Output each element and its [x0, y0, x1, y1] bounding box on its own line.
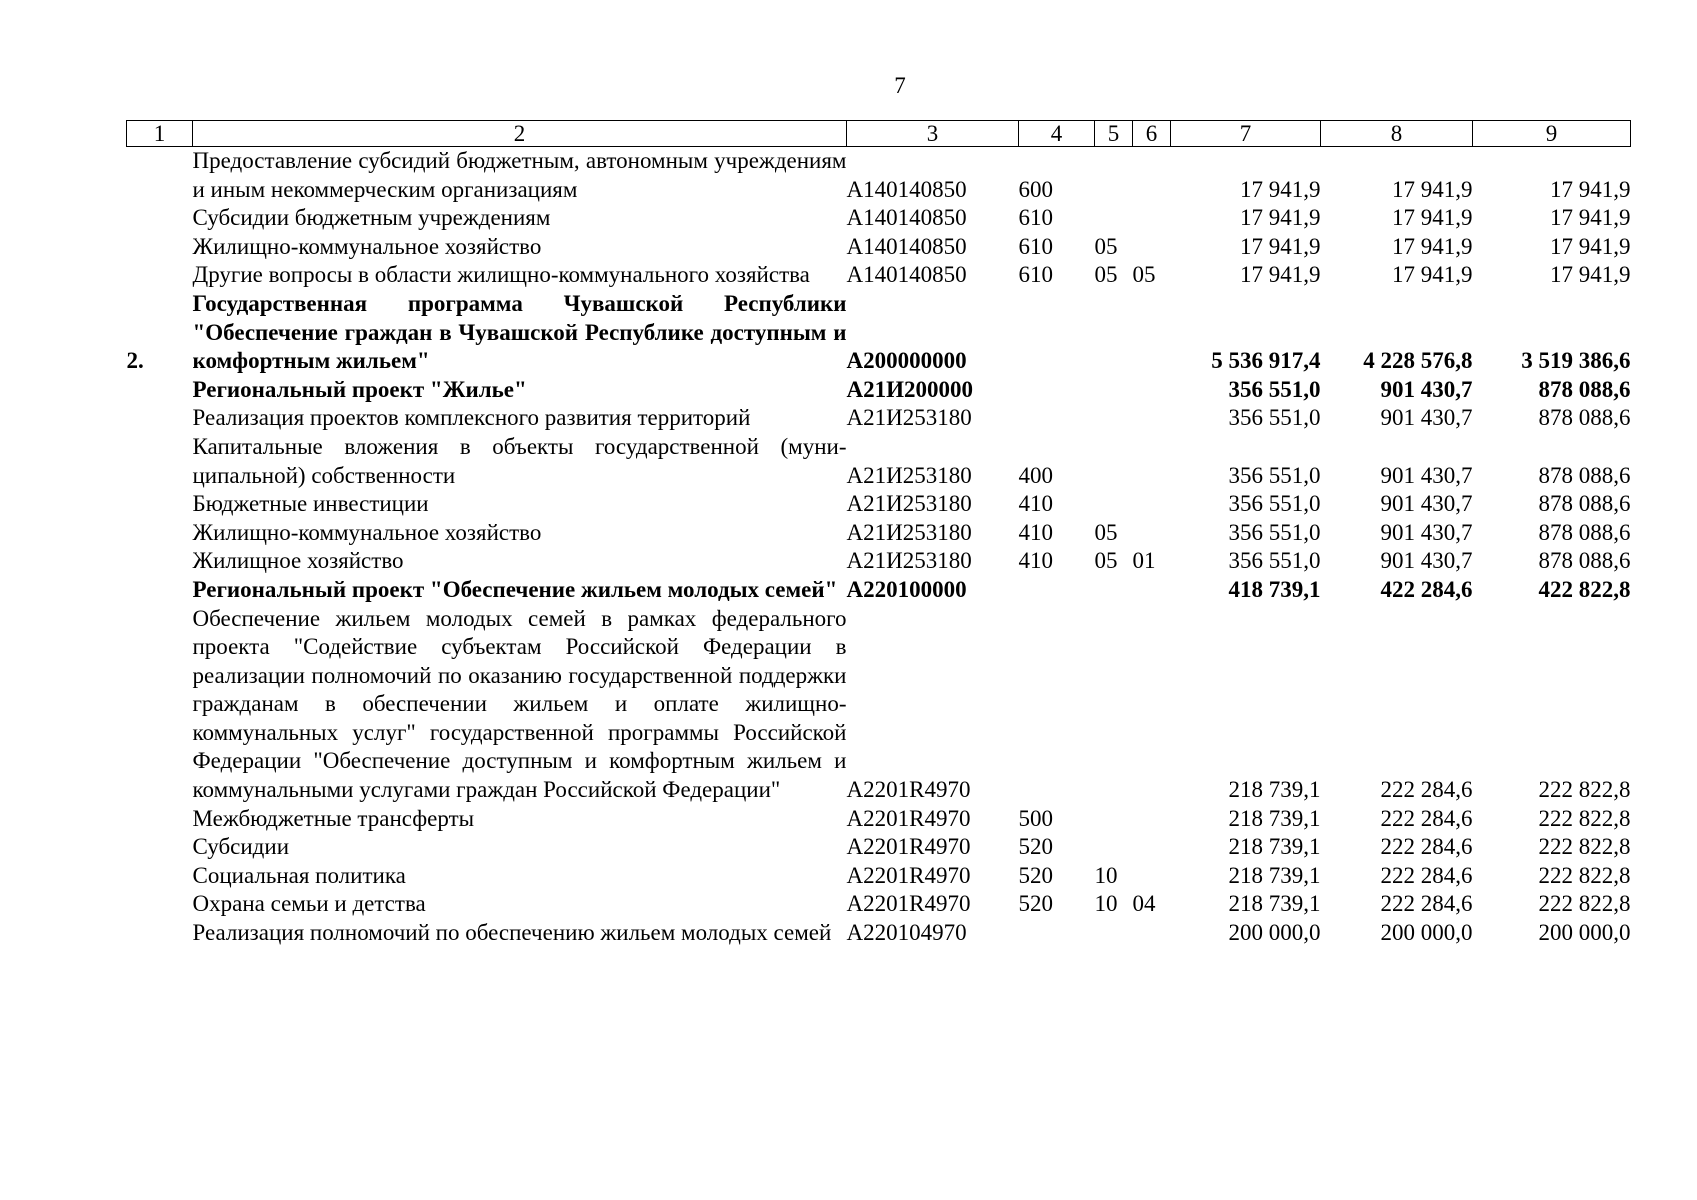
- subsection-code: [1133, 233, 1171, 262]
- row-number: [127, 490, 193, 519]
- amount-col-9: 878 088,6: [1538, 376, 1631, 402]
- column-header-2: 2: [193, 121, 847, 147]
- amount-col-9: 17 941,9: [1550, 233, 1631, 259]
- expense-type-code: [1019, 919, 1095, 948]
- target-article-code: А2201R4970: [846, 777, 971, 803]
- target-article-code: А220100000: [846, 576, 967, 602]
- section-code: 10: [1094, 862, 1118, 888]
- table-row: [127, 233, 1631, 262]
- amount-col-9: 222 822,8: [1538, 891, 1631, 917]
- row-number: 2.: [126, 348, 144, 374]
- amount-col-8: 222 284,6: [1380, 777, 1473, 803]
- table-row: [127, 862, 1631, 891]
- row-name: Охрана семьи и детства: [192, 891, 426, 917]
- row-name: Реализация полномочий по обеспечению жильем молодых семей: [192, 920, 832, 946]
- target-article-code: А2201R4970: [846, 891, 971, 917]
- row-number: [127, 519, 193, 548]
- section-code: [1095, 490, 1133, 519]
- section-code: [1095, 919, 1133, 948]
- expense-type-code: 600: [1018, 176, 1053, 202]
- expense-type-code: 520: [1018, 862, 1053, 888]
- table-row: [127, 147, 1631, 205]
- subsection-code: 01: [1132, 548, 1156, 574]
- table-row: [127, 605, 1631, 805]
- target-article-code: А140140850: [846, 233, 967, 259]
- amount-col-7: 218 739,1: [1228, 834, 1321, 860]
- subsection-code: [1133, 919, 1171, 948]
- row-number: [127, 833, 193, 862]
- target-article-code: А21И253180: [846, 548, 972, 574]
- section-code: 05: [1094, 519, 1118, 545]
- column-header-5: 5: [1095, 121, 1133, 147]
- amount-col-7: 356 551,0: [1228, 548, 1321, 574]
- amount-col-8: 4 228 576,8: [1363, 348, 1473, 374]
- row-name: Государственная программа Чувашской Республики "Обеспечение граждан в Чувашской Республике доступным и комфортным жильем": [192, 290, 847, 374]
- expense-type-code: 520: [1018, 834, 1053, 860]
- row-name: Социальная политика: [192, 862, 406, 888]
- amount-col-7: 356 551,0: [1228, 462, 1321, 488]
- section-code: [1095, 833, 1133, 862]
- subsection-code: [1133, 576, 1171, 605]
- column-header-4: 4: [1019, 121, 1095, 147]
- table-row: [127, 290, 1631, 376]
- row-name: Бюджетные инвестиции: [192, 491, 429, 517]
- amount-col-8: 901 430,7: [1380, 405, 1473, 431]
- expense-type-code: 610: [1018, 205, 1053, 231]
- amount-col-8: 901 430,7: [1380, 462, 1473, 488]
- expense-type-code: 520: [1018, 891, 1053, 917]
- column-number-header: [127, 121, 1631, 147]
- subsection-code: [1133, 805, 1171, 834]
- table-row: [127, 576, 1631, 605]
- row-name: Региональный проект "Обеспечение жильем молодых семей": [192, 576, 838, 602]
- amount-col-9: 3 519 386,6: [1521, 348, 1631, 374]
- table-row: [127, 433, 1631, 490]
- amount-col-9: 222 822,8: [1538, 805, 1631, 831]
- subsection-code: [1133, 433, 1171, 490]
- amount-col-7: 200 000,0: [1228, 920, 1321, 946]
- table-row: [127, 805, 1631, 834]
- target-article-code: А21И253180: [846, 491, 972, 517]
- section-code: [1095, 805, 1133, 834]
- amount-col-7: 356 551,0: [1228, 376, 1321, 402]
- amount-col-7: 218 739,1: [1228, 805, 1321, 831]
- target-article-code: А2201R4970: [846, 862, 971, 888]
- amount-col-8: 222 284,6: [1380, 862, 1473, 888]
- row-number: [127, 862, 193, 891]
- column-header-7: 7: [1171, 121, 1321, 147]
- target-article-code: А220104970: [846, 920, 967, 946]
- amount-col-8: 901 430,7: [1380, 491, 1473, 517]
- column-header-8: 8: [1321, 121, 1473, 147]
- amount-col-9: 17 941,9: [1550, 262, 1631, 288]
- table-row: [127, 404, 1631, 433]
- target-article-code: А140140850: [846, 262, 967, 288]
- expense-type-code: 610: [1018, 233, 1053, 259]
- target-article-code: А2201R4970: [846, 834, 971, 860]
- amount-col-7: 356 551,0: [1228, 405, 1321, 431]
- section-code: 05: [1094, 262, 1118, 288]
- row-number: [127, 576, 193, 605]
- table-row: [127, 261, 1631, 290]
- section-code: 10: [1094, 891, 1118, 917]
- subsection-code: [1133, 490, 1171, 519]
- row-name: Жилищно-коммунальное хозяйство: [192, 519, 542, 545]
- table-row: [127, 547, 1631, 576]
- subsection-code: 04: [1132, 891, 1156, 917]
- target-article-code: А2201R4970: [846, 805, 971, 831]
- budget-table: [126, 120, 1631, 948]
- amount-col-7: 5 536 917,4: [1211, 348, 1321, 374]
- subsection-code: [1133, 290, 1171, 376]
- section-code: [1095, 433, 1133, 490]
- table-row: [127, 204, 1631, 233]
- amount-col-9: 222 822,8: [1538, 834, 1631, 860]
- section-code: [1095, 147, 1133, 205]
- target-article-code: А21И253180: [846, 519, 972, 545]
- column-header-1: 1: [127, 121, 193, 147]
- section-code: [1095, 576, 1133, 605]
- section-code: 05: [1094, 548, 1118, 574]
- target-article-code: А21И253180: [846, 405, 972, 431]
- target-article-code: А21И253180: [846, 462, 972, 488]
- expense-type-code: [1019, 576, 1095, 605]
- amount-col-8: 200 000,0: [1380, 920, 1473, 946]
- row-name: Жилищно-коммунальное хозяйство: [192, 233, 542, 259]
- row-name: Региональный проект "Жилье": [192, 376, 527, 402]
- section-code: [1095, 290, 1133, 376]
- page-number: 7: [894, 73, 906, 98]
- row-name: Предоставление субсидий бюджетным, автономным учреждениям и иным некоммерческим организациям: [192, 148, 847, 202]
- subsection-code: [1133, 519, 1171, 548]
- amount-col-9: 878 088,6: [1538, 548, 1631, 574]
- amount-col-9: 200 000,0: [1538, 920, 1631, 946]
- amount-col-7: 17 941,9: [1240, 262, 1321, 288]
- row-number: [127, 204, 193, 233]
- section-code: [1095, 204, 1133, 233]
- amount-col-8: 222 284,6: [1380, 891, 1473, 917]
- expense-type-code: [1019, 290, 1095, 376]
- amount-col-7: 17 941,9: [1240, 233, 1321, 259]
- row-name: Субсидии: [192, 834, 290, 860]
- row-number: [127, 233, 193, 262]
- row-name: Реализация проектов комплексного развития территорий: [192, 405, 751, 431]
- row-name: Жилищное хозяйство: [192, 548, 404, 574]
- amount-col-9: 878 088,6: [1538, 491, 1631, 517]
- row-name: Межбюджетные трансферты: [192, 805, 475, 831]
- amount-col-8: 17 941,9: [1392, 176, 1473, 202]
- amount-col-9: 222 822,8: [1538, 862, 1631, 888]
- subsection-code: [1133, 376, 1171, 405]
- row-number: [127, 919, 193, 948]
- table-row: [127, 833, 1631, 862]
- amount-col-9: 17 941,9: [1550, 205, 1631, 231]
- row-number: [127, 404, 193, 433]
- amount-col-8: 901 430,7: [1380, 548, 1473, 574]
- amount-col-9: 422 822,8: [1538, 576, 1631, 602]
- expense-type-code: [1019, 404, 1095, 433]
- expense-type-code: 410: [1018, 491, 1053, 517]
- row-name: Обеспечение жильем молодых семей в рамках федерального проекта "Содействие субъектам Российской Федерации в реализации полномочий по оказанию государственной поддержки гражданам в обеспечении жильем и оплате жилищно-коммунальных услуг" государственной программы Российской Федерации "Обеспечение доступным и комфортным жильем и коммунальными услугами граждан Российской Федерации": [192, 605, 847, 803]
- expense-type-code: 610: [1018, 262, 1053, 288]
- subsection-code: [1133, 404, 1171, 433]
- table-row: [127, 519, 1631, 548]
- expense-type-code: [1019, 605, 1095, 805]
- amount-col-8: 422 284,6: [1380, 576, 1473, 602]
- column-header-6: 6: [1133, 121, 1171, 147]
- subsection-code: [1133, 605, 1171, 805]
- amount-col-7: 356 551,0: [1228, 491, 1321, 517]
- table-row: [127, 490, 1631, 519]
- subsection-code: [1133, 147, 1171, 205]
- target-article-code: А200000000: [846, 348, 967, 374]
- amount-col-7: 356 551,0: [1228, 519, 1321, 545]
- amount-col-9: 878 088,6: [1538, 519, 1631, 545]
- subsection-code: [1133, 833, 1171, 862]
- expense-type-code: 410: [1018, 548, 1053, 574]
- table-row: [127, 890, 1631, 919]
- amount-col-7: 17 941,9: [1240, 205, 1321, 231]
- amount-col-8: 17 941,9: [1392, 262, 1473, 288]
- row-name: Капитальные вложения в объекты государственной (муниципальной) собственности: [192, 433, 847, 488]
- column-header-3: 3: [847, 121, 1019, 147]
- amount-col-8: 17 941,9: [1392, 205, 1473, 231]
- amount-col-7: 418 739,1: [1228, 576, 1321, 602]
- amount-col-9: 878 088,6: [1538, 462, 1631, 488]
- amount-col-9: 878 088,6: [1538, 405, 1631, 431]
- amount-col-9: 17 941,9: [1550, 176, 1631, 202]
- expense-type-code: 500: [1018, 805, 1053, 831]
- row-number: [127, 261, 193, 290]
- amount-col-9: 222 822,8: [1538, 777, 1631, 803]
- amount-col-7: 17 941,9: [1240, 176, 1321, 202]
- row-name: Субсидии бюджетным учреждениям: [192, 205, 551, 231]
- amount-col-8: 901 430,7: [1380, 376, 1473, 402]
- subsection-code: [1133, 862, 1171, 891]
- amount-col-7: 218 739,1: [1228, 777, 1321, 803]
- row-number: [127, 605, 193, 805]
- subsection-code: 05: [1132, 262, 1156, 288]
- row-number: [127, 890, 193, 919]
- table-body: [127, 147, 1631, 948]
- table-row: [127, 919, 1631, 948]
- target-article-code: А140140850: [846, 205, 967, 231]
- target-article-code: А140140850: [846, 176, 967, 202]
- subsection-code: [1133, 204, 1171, 233]
- amount-col-8: 17 941,9: [1392, 233, 1473, 259]
- section-code: [1095, 376, 1133, 405]
- section-code: 05: [1094, 233, 1118, 259]
- amount-col-8: 222 284,6: [1380, 834, 1473, 860]
- expense-type-code: [1019, 376, 1095, 405]
- amount-col-7: 218 739,1: [1228, 891, 1321, 917]
- target-article-code: А21И200000: [846, 376, 973, 402]
- row-number: [127, 805, 193, 834]
- row-name: Другие вопросы в области жилищно-коммунального хозяйства: [192, 262, 810, 288]
- table-row: [127, 376, 1631, 405]
- amount-col-7: 218 739,1: [1228, 862, 1321, 888]
- section-code: [1095, 404, 1133, 433]
- column-header-9: 9: [1473, 121, 1631, 147]
- expense-type-code: 400: [1018, 462, 1053, 488]
- row-number: [127, 433, 193, 490]
- row-number: [127, 547, 193, 576]
- row-number: [127, 376, 193, 405]
- row-number: [127, 147, 193, 205]
- section-code: [1095, 605, 1133, 805]
- expense-type-code: 410: [1018, 519, 1053, 545]
- amount-col-8: 222 284,6: [1380, 805, 1473, 831]
- amount-col-8: 901 430,7: [1380, 519, 1473, 545]
